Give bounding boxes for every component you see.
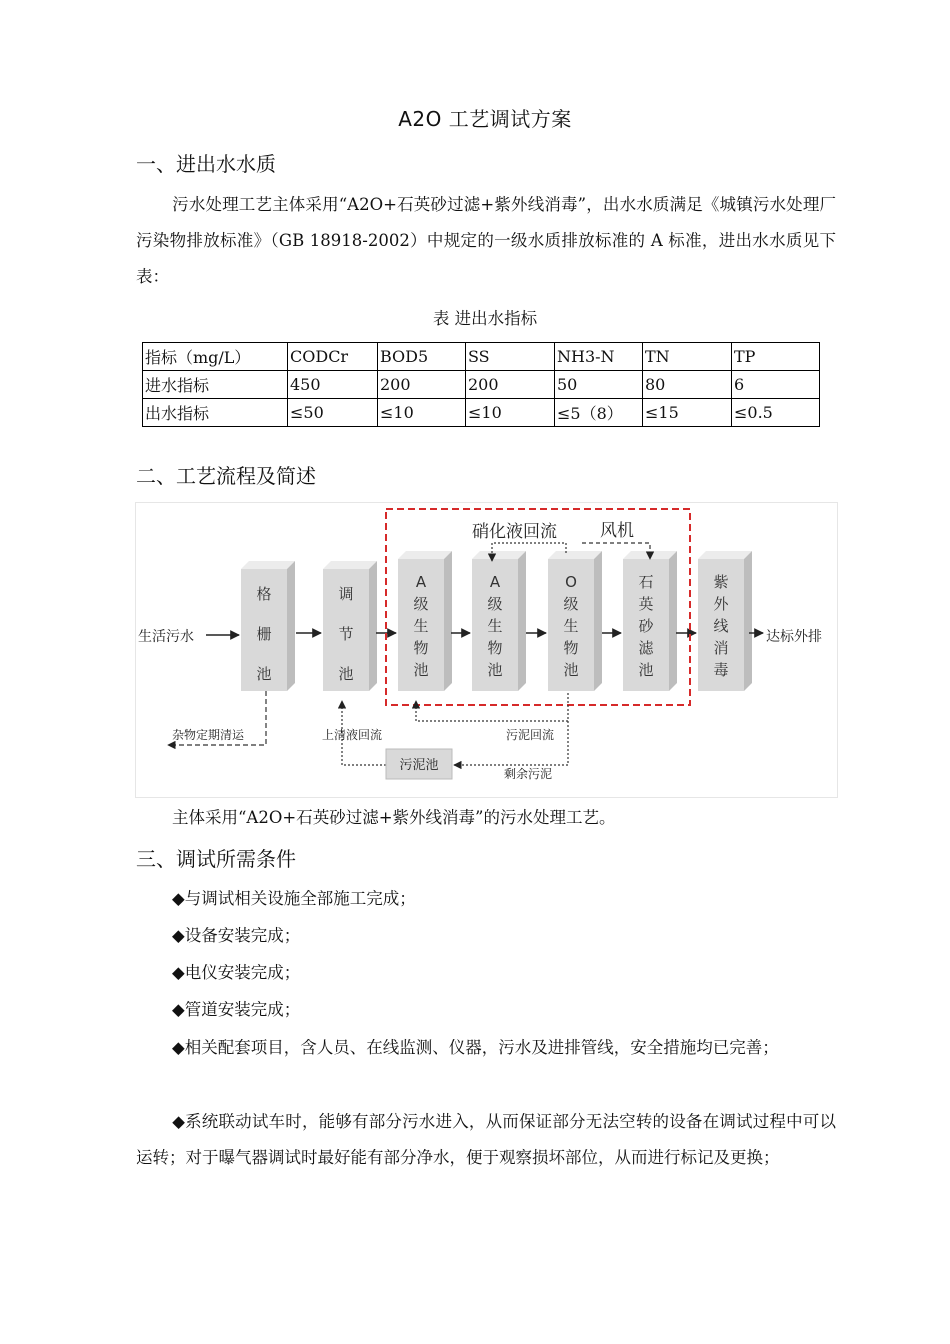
section-heading-conditions: 三、调试所需条件 — [136, 847, 296, 871]
table-row — [143, 399, 820, 427]
process-units — [241, 551, 752, 691]
list-item-text: ◆相关配套项目，含人员、在线监测、仪器，污水及进排管线，安全措施均已完善； — [172, 1038, 779, 1057]
unit-label-char: 物 — [563, 639, 579, 657]
unit-label-char: 池 — [638, 661, 654, 679]
unit-side-face — [287, 561, 295, 691]
unit-label-char: 级 — [563, 595, 579, 613]
input-label: 生活污水 — [138, 629, 194, 645]
section-heading-water-quality: 一、进出水水质 — [136, 152, 276, 176]
table-cell: 450 — [288, 371, 378, 399]
debris-label: 杂物定期清运 — [172, 728, 245, 742]
table-header-cell: TN — [643, 343, 732, 371]
process-flow-svg — [136, 503, 837, 797]
excess-sludge-label: 剩余污泥 — [504, 767, 553, 781]
water-quality-table — [142, 342, 820, 427]
nitrate-return-label: 硝化液回流 — [472, 522, 557, 542]
unit-label-char: 物 — [413, 639, 429, 657]
unit-label-char: 滤 — [638, 639, 654, 657]
unit-label-char: 毒 — [713, 661, 729, 679]
unit-label-char: 池 — [487, 661, 503, 679]
unit-label-char: 物 — [487, 639, 503, 657]
table-header-cell: NH3-N — [555, 343, 643, 371]
table-cell: 出水指标 — [143, 399, 288, 427]
unit-label-char: 紫 — [713, 573, 729, 591]
table-header-cell: 指标（mg/L） — [143, 343, 288, 371]
table-caption: 表 进出水指标 — [432, 309, 538, 328]
unit-label-char: A — [489, 573, 501, 591]
table-cell: 200 — [378, 371, 466, 399]
table-cell: 50 — [555, 371, 643, 399]
list-item — [136, 1030, 836, 1066]
unit-top-face — [398, 551, 452, 559]
table-cell: ≤5（8） — [555, 399, 643, 427]
unit-label-char: 调 — [338, 585, 354, 603]
table-cell: 6 — [732, 371, 820, 399]
unit-top-face — [548, 551, 602, 559]
blower-label: 风机 — [600, 521, 634, 541]
unit-top-face — [241, 561, 295, 569]
table-cell: ≤10 — [378, 399, 466, 427]
unit-label-char: 池 — [338, 665, 354, 683]
table-cell: ≤50 — [288, 399, 378, 427]
unit-label-char: 生 — [413, 617, 429, 635]
unit-side-face — [669, 551, 677, 691]
unit-top-face — [323, 561, 377, 569]
supernatant-return-label: 上清液回流 — [322, 728, 383, 742]
list-item-text: ◆电仪安装完成； — [172, 963, 301, 982]
table-cell: 进水指标 — [143, 371, 288, 399]
unit-label-char: O — [565, 573, 577, 591]
process-unit — [241, 561, 295, 691]
table-header-cell: CODCr — [288, 343, 378, 371]
list-item-text: ◆与调试相关设施全部施工完成； — [172, 889, 416, 908]
process-unit — [623, 551, 677, 691]
unit-side-face — [744, 551, 752, 691]
output-label: 达标外排 — [766, 629, 822, 645]
unit-label-char: 生 — [487, 617, 503, 635]
unit-label-char: 消 — [713, 639, 729, 657]
unit-label-char: 线 — [713, 617, 729, 635]
table-cell: ≤10 — [466, 399, 555, 427]
process-unit — [323, 561, 377, 691]
list-item — [136, 1104, 836, 1176]
unit-label-char: 石 — [638, 573, 654, 591]
table-cell: 80 — [643, 371, 732, 399]
unit-label-char: 英 — [638, 595, 654, 613]
unit-side-face — [369, 561, 377, 691]
unit-top-face — [698, 551, 752, 559]
paragraph-process — [136, 800, 836, 836]
table-header-cell: SS — [466, 343, 555, 371]
sludge-return-label: 污泥回流 — [506, 728, 555, 742]
process-unit — [398, 551, 452, 691]
process-unit — [698, 551, 752, 691]
unit-label-char: 级 — [487, 595, 503, 613]
paragraph-text: 污水处理工艺主体采用“A2O+石英砂过滤+紫外线消毒”，出水水质满足《城镇污水处理厂污染物排放标准》（GB 18918-2002）中规定的一级水质排放标准的 A 标准，进出水水质见下表： — [136, 195, 836, 286]
unit-side-face — [518, 551, 526, 691]
unit-label-char: 池 — [413, 661, 429, 679]
unit-label-char: A — [415, 573, 427, 591]
unit-side-face — [594, 551, 602, 691]
section-heading-process-flow: 二、工艺流程及简述 — [136, 464, 316, 488]
paragraph-water-quality — [136, 187, 836, 295]
unit-label-char: 池 — [256, 665, 272, 683]
sludge-tank-label: 污泥池 — [399, 758, 439, 773]
list-item — [136, 955, 836, 991]
unit-label-char: 格 — [256, 585, 272, 603]
table-row — [143, 371, 820, 399]
unit-label-char: 级 — [413, 595, 429, 613]
table-cell: 200 — [466, 371, 555, 399]
unit-label-char: 砂 — [638, 617, 654, 635]
unit-label-char: 外 — [713, 595, 729, 613]
unit-label-char: 栅 — [256, 625, 272, 643]
table-header-cell: TP — [732, 343, 820, 371]
paragraph-text: 主体采用“A2O+石英砂过滤+紫外线消毒”的污水处理工艺。 — [172, 808, 616, 827]
unit-label-char: 节 — [338, 625, 354, 643]
list-item-text: ◆系统联动试车时，能够有部分污水进入，从而保证部分无法空转的设备在调试过程中可以运转；对于曝气器调试时最好能有部分净水，便于观察损坏部位，从而进行标记及更换； — [136, 1112, 836, 1167]
table-cell: ≤0.5 — [732, 399, 820, 427]
table-cell: ≤15 — [643, 399, 732, 427]
table-header-row — [143, 343, 820, 371]
sludge-tank — [386, 749, 452, 779]
list-item-text: ◆设备安装完成； — [172, 926, 301, 945]
unit-side-face — [444, 551, 452, 691]
list-item — [136, 881, 836, 917]
unit-top-face — [472, 551, 526, 559]
process-flow-diagram — [135, 502, 838, 798]
table-header-cell: BOD5 — [378, 343, 466, 371]
list-item — [136, 918, 836, 954]
unit-label-char: 生 — [563, 617, 579, 635]
process-unit — [472, 551, 526, 691]
process-unit — [548, 551, 602, 691]
list-item — [136, 992, 836, 1028]
list-item-text: ◆管道安装完成； — [172, 1000, 301, 1019]
document-title: A2O 工艺调试方案 — [398, 107, 572, 131]
unit-label-char: 池 — [563, 661, 579, 679]
